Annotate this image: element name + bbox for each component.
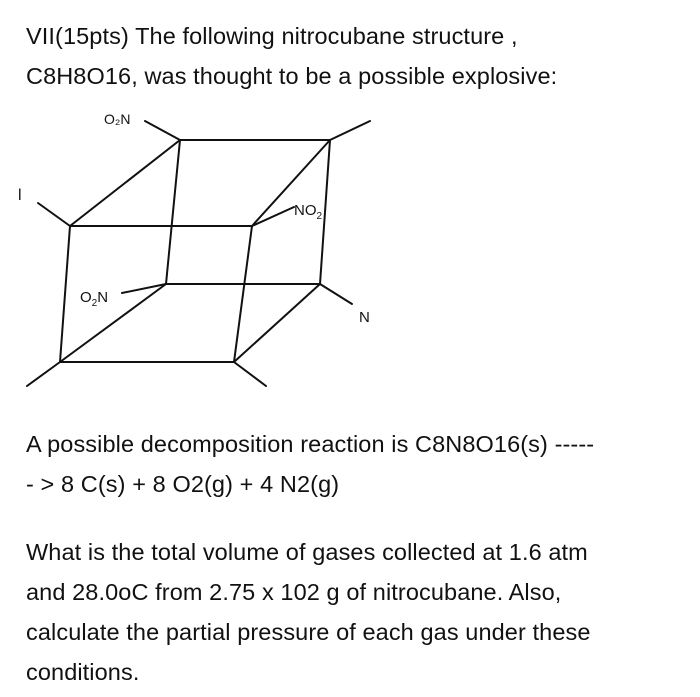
bond-top-left [145,121,180,140]
nitrocubane-structure-diagram [0,100,700,400]
bond-top-right [330,121,370,140]
question-paragraph [26,532,591,692]
reaction-line-1: A possible decomposition reaction is C8N8O16(s) ----- [26,431,595,457]
reaction-paragraph [26,424,594,504]
cube-edge-bottom-right [234,284,320,362]
label-n: N [359,309,370,326]
question-line-3: calculate the partial pressure of each gas under these [26,619,591,645]
reaction-line-2: - > 8 C(s) + 8 O2(g) + 4 N2(g) [26,471,340,497]
label-top-left: O₂N [104,111,131,127]
intro-line-2: C8H8O16, was thought to be a possible explosive: [26,63,558,89]
bond-no2 [252,207,294,226]
bond-n [320,284,352,304]
question-line-2: and 28.0oC from 2.75 x 102 g of nitrocubane. Also, [26,579,562,605]
label-left-edge: l [18,187,22,204]
intro-paragraph [26,16,557,96]
question-line-4: conditions. [26,659,140,685]
cube-edge-bottom-left [60,284,166,362]
bond-bottom-left [27,362,60,386]
intro-line-1: VII(15pts) The following nitrocubane structure , [26,23,518,49]
label-o2n: $O_2N$ [80,289,109,309]
bond-bottom-right [234,362,266,386]
label-no2: $NO_2$ [294,202,323,222]
question-line-1: What is the total volume of gases collected at 1.6 atm [26,539,588,565]
bond-left [38,203,70,226]
cube-edge-top-left [70,140,180,226]
